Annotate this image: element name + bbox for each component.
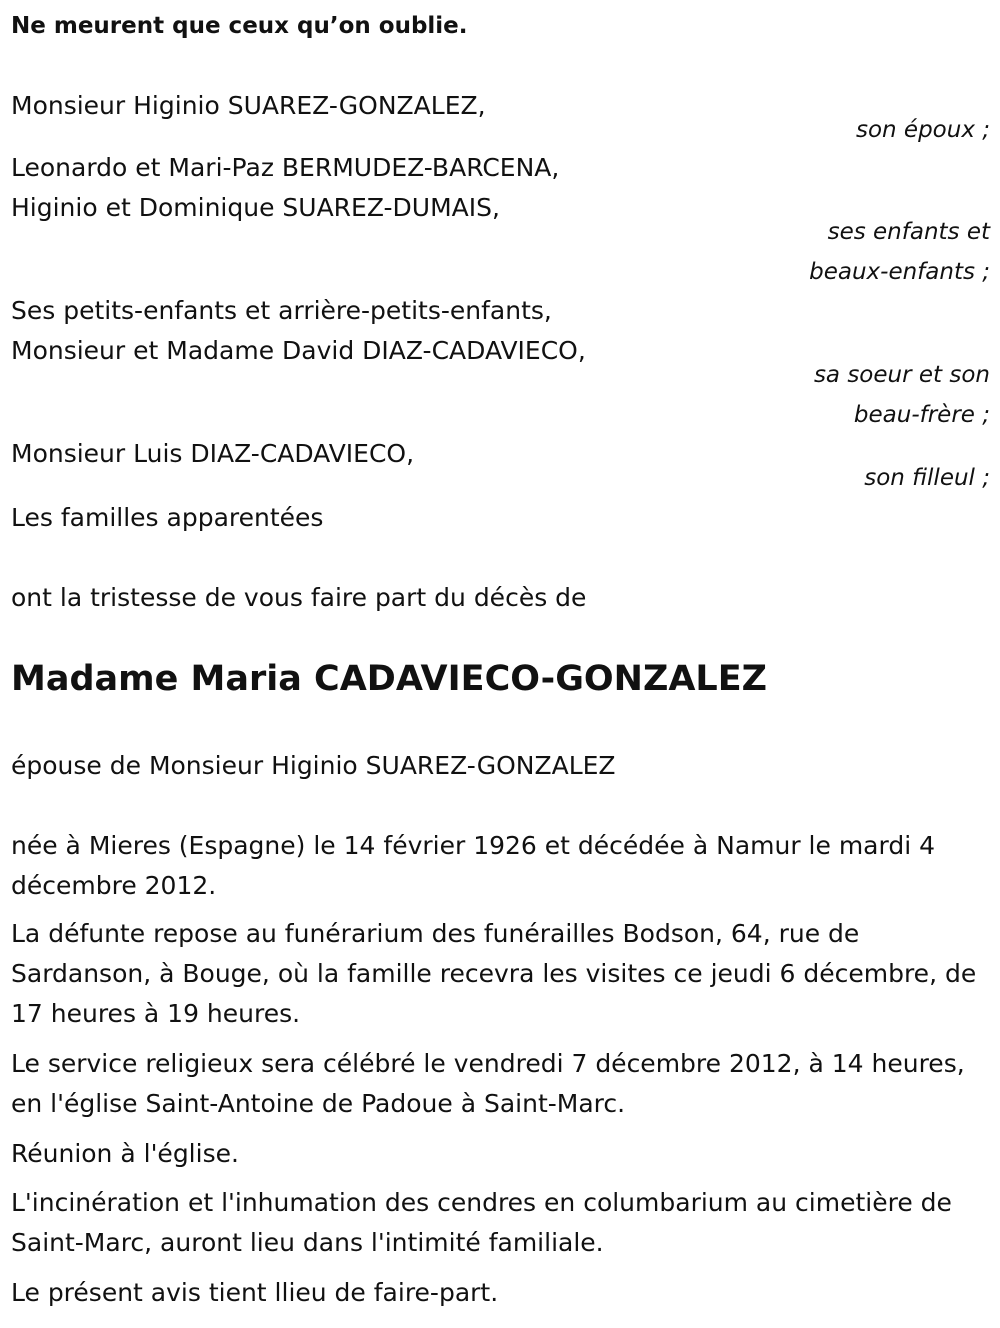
sister-role-line-1: sa soeur et son (813, 362, 990, 388)
cremation-paragraph: L'incinération et l'inhumation des cendres en columbarium au cimetière de Saint-Marc, auront lieu dans l'intimité familiale. (11, 1188, 952, 1257)
announcement-intro: ont la tristesse de vous faire part du décès de (11, 583, 587, 612)
sister-line: Monsieur et Madame David DIAZ-CADAVIECO, (11, 336, 586, 365)
spouse-of-line: épouse de Monsieur Higinio SUAREZ-GONZALEZ (11, 751, 616, 780)
children-role-line-1: ses enfants et (827, 219, 990, 245)
funerarium-paragraph: La défunte repose au funérarium des funérailles Bodson, 64, rue de Sardanson, à Bouge, où la famille recevra les visites ce jeudi 6 décembre, de 17 heures à 19 heures. (11, 919, 977, 1028)
grandchildren-line: Ses petits-enfants et arrière-petits-enfants, (11, 296, 552, 325)
meeting-paragraph: Réunion à l'église. (11, 1139, 239, 1168)
motto-heading: Ne meurent que ceux qu’on oublie. (11, 13, 468, 39)
godson-line: Monsieur Luis DIAZ-CADAVIECO, (11, 439, 415, 468)
sister-role-line-2: beau-frère ; (853, 402, 990, 428)
children-role-line-2: beaux-enfants ; (809, 259, 990, 285)
godson-role: son filleul ; (864, 465, 990, 491)
husband-name: Monsieur Higinio SUAREZ-GONZALEZ, (11, 91, 486, 120)
deceased-name: Madame Maria CADAVIECO-GONZALEZ (11, 659, 768, 699)
relatives-line: Les familles apparentées (11, 503, 324, 532)
children-line-1: Leonardo et Mari-Paz BERMUDEZ-BARCENA, (11, 153, 560, 182)
notice-paragraph: Le présent avis tient llieu de faire-part. (11, 1278, 499, 1307)
service-paragraph: Le service religieux sera célébré le vendredi 7 décembre 2012, à 14 heures, en l'église Saint-Antoine de Padoue à Saint-Marc. (11, 1049, 965, 1118)
birth-death-paragraph: née à Mieres (Espagne) le 14 février 1926 et décédée à Namur le mardi 4 décembre 2012. (11, 831, 936, 900)
children-line-2: Higinio et Dominique SUAREZ-DUMAIS, (11, 193, 500, 222)
husband-role: son époux ; (855, 117, 990, 143)
